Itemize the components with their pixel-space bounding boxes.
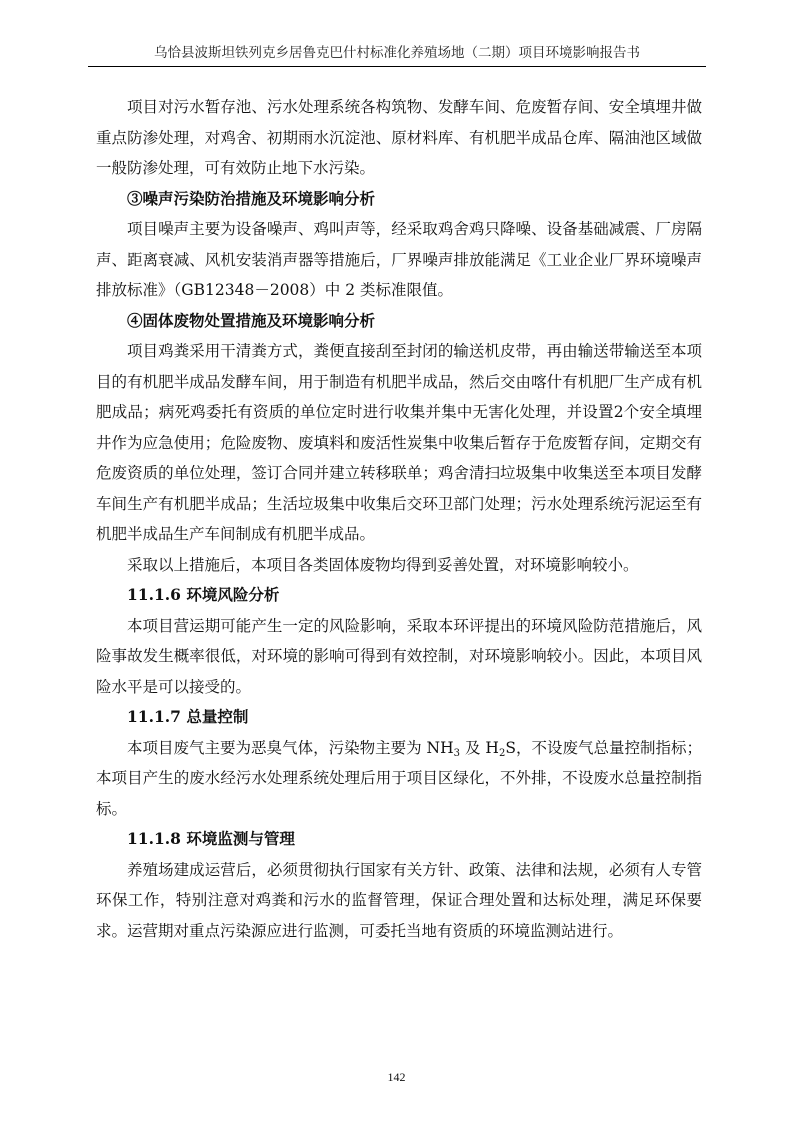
text-segment: 本项目废气主要为恶臭气体，污染物主要为 NH [127, 738, 454, 757]
paragraph-solid-waste: 项目鸡粪采用干清粪方式，粪便直接刮至封闭的输送机皮带，再由输送带输送至本项目的有机肥半成品发酵车间，用于制造有机肥半成品，然后交由喀什有机肥厂生产成有机肥成品；病死鸡委托有资质的单位定时进行收集并集中无害化处理，并设置2个安全填埋井作为应急使用；危险废物、废填料和废活性炭集中收集后暂存于危废暂存间，定期交有危废资质的单位处理，签订合同并建立转移联单；鸡舍清扫垃圾集中收集送至本项目发酵车间生产有机肥半成品；生活垃圾集中收集后交环卫部门处理；污水处理系统污泥运至有机肥半成品生产车间制成有机肥半成品。 [96, 342, 702, 543]
heading-solid-waste: ④固体废物处置措施及环境影响分析 [127, 310, 376, 330]
text-segment: S，不设废气总量控制指标；本项目产生的废水经污水处理系统处理后用于项目区绿化，不外排，不设废水总量控制指标。 [96, 738, 703, 818]
subscript: 2 [498, 747, 506, 759]
heading-11-1-8: 11.1.8 环境监测与管理 [127, 829, 295, 848]
subscript: 3 [453, 747, 461, 759]
document-body [96, 92, 702, 946]
page-header: 乌恰县波斯坦铁列克乡居鲁克巴什村标准化养殖场地（二期）项目环境影响报告书 [154, 45, 640, 61]
paragraph-monitoring: 养殖场建成运营后，必须贯彻执行国家有关方针、政策、法律和法规，必须有人专管环保工作，特别注意对鸡粪和污水的监督管理，保证合理处置和达标处理，满足环保要求。运营期对重点污染源应进行监测，可委托当地有资质的环境监测站进行。 [96, 860, 702, 940]
heading-11-1-6: 11.1.6 环境风险分析 [127, 585, 280, 604]
paragraph-solid-waste-summary: 采取以上措施后，本项目各类固体废物均得到妥善处置，对环境影响较小。 [127, 555, 639, 574]
paragraph-total-control [96, 733, 702, 825]
header-divider [88, 66, 706, 67]
page-number: 142 [387, 1070, 406, 1084]
text-segment: 及 H [460, 738, 499, 757]
heading-noise: ③噪声污染防治措施及环境影响分析 [127, 188, 376, 208]
paragraph-risk: 本项目营运期可能产生一定的风险影响，采取本环评提出的环境风险防范措施后，风险事故发生概率很低，对环境的影响可得到有效控制，对环境影响较小。因此，本项目风险水平是可以接受的。 [96, 616, 702, 696]
paragraph-groundwater: 项目对污水暂存池、污水处理系统各构筑物、发酵车间、危废暂存间、安全填埋井做重点防渗处理，对鸡舍、初期雨水沉淀池、原材料库、有机肥半成品仓库、隔油池区域做一般防渗处理，可有效防止地下水污染。 [96, 98, 702, 177]
heading-11-1-7: 11.1.7 总量控制 [127, 707, 249, 726]
paragraph-noise: 项目噪声主要为设备噪声、鸡叫声等，经采取鸡舍鸡只降噪、设备基础减震、厂房隔声、距离衰减、风机安装消声器等措施后，厂界噪声排放能满足《工业企业厂界环境噪声排放标准》（GB12348－2008）中 2 类标准限值。 [96, 220, 702, 299]
